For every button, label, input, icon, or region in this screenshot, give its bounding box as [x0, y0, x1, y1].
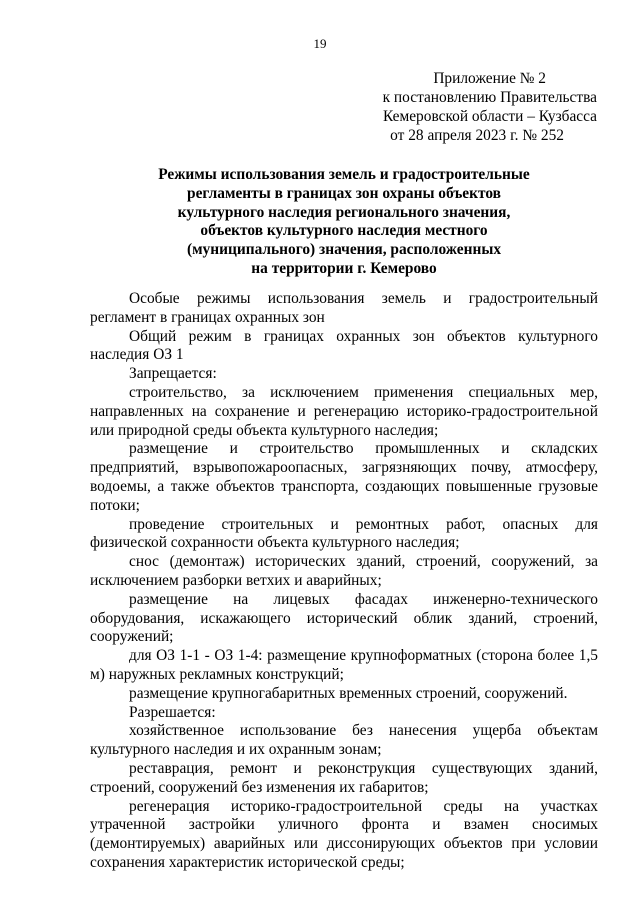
title-line: (муниципального) значения, расположенных [186, 241, 502, 259]
allowed-heading: Разрешается: [129, 703, 216, 721]
title-line: культурного наследия регионального значения, [177, 203, 511, 221]
prohibited-item: проведение строительных и ремонтных работ, опасных для физической сохранности объекта культурного наследия; [90, 515, 598, 552]
document-body [90, 290, 598, 873]
appendix-header [360, 69, 600, 145]
prohibited-item: строительство, за исключением применения специальных мер, направленных на сохранение и регенерацию историко-градостроительной или природной среды объекта культурного наследия; [90, 383, 598, 439]
title-line: Режимы использования земель и градостроительные [158, 166, 530, 183]
prohibited-item: снос (демонтаж) исторических зданий, строений, сооружений, за исключением разборки ветхих и аварийных; [90, 553, 598, 589]
title-line: на территории г. Кемерово [251, 259, 437, 277]
appendix-resolution: к постановлению Правительства [382, 89, 597, 106]
appendix-title: Приложение № 2 [433, 70, 546, 87]
title-line: объектов культурного наследия местного [200, 222, 488, 240]
allowed-item: реставрация, ремонт и реконструкция существующих зданий, строений, сооружений без изменения их габаритов; [90, 759, 598, 796]
prohibited-item: размещение и строительство промышленных и складских предприятий, взрывопожароопасных, загрязняющих почву, атмосферу, водоемы, а также объектов транспорта, создающих повышенные грузовые потоки; [90, 440, 598, 514]
subsection-heading: Общий режим в границах охранных зон объектов культурного наследия ОЗ 1 [90, 327, 598, 364]
prohibited-item: размещение на лицевых фасадах инженерно-технического оборудования, искажающего исторический облик зданий, строений, сооружений; [90, 590, 598, 646]
allowed-item: хозяйственное использование без нанесения ущерба объектам культурного наследия и их охранным зонам; [90, 722, 598, 759]
allowed-item: регенерация историко-градостроительной среды на участках утраченной застройки уличного фронта и взамен сносимых (демонтируемых) аварийных или диссонирующих объектов при условии сохранения характеристик исторической среды; [90, 797, 598, 871]
appendix-date-number: от 28 апреля 2023 г. № 252 [390, 127, 564, 144]
prohibited-heading: Запрещается: [129, 365, 217, 383]
prohibited-item: размещение крупногабаритных временных строений, сооружений. [129, 684, 568, 702]
title-line: регламенты в границах зон охраны объектов [187, 184, 501, 202]
page-number: 19 [313, 36, 327, 51]
section-heading: Особые режимы использования земель и градостроительный регламент в границах охранных зон [90, 290, 598, 326]
prohibited-item: для ОЗ 1-1 - ОЗ 1-4: размещение крупноформатных (сторона более 1,5 м) наружных рекламных конструкций; [90, 647, 598, 683]
document-title [90, 166, 598, 279]
appendix-region: Кемеровской области – Кузбасса [382, 108, 597, 125]
